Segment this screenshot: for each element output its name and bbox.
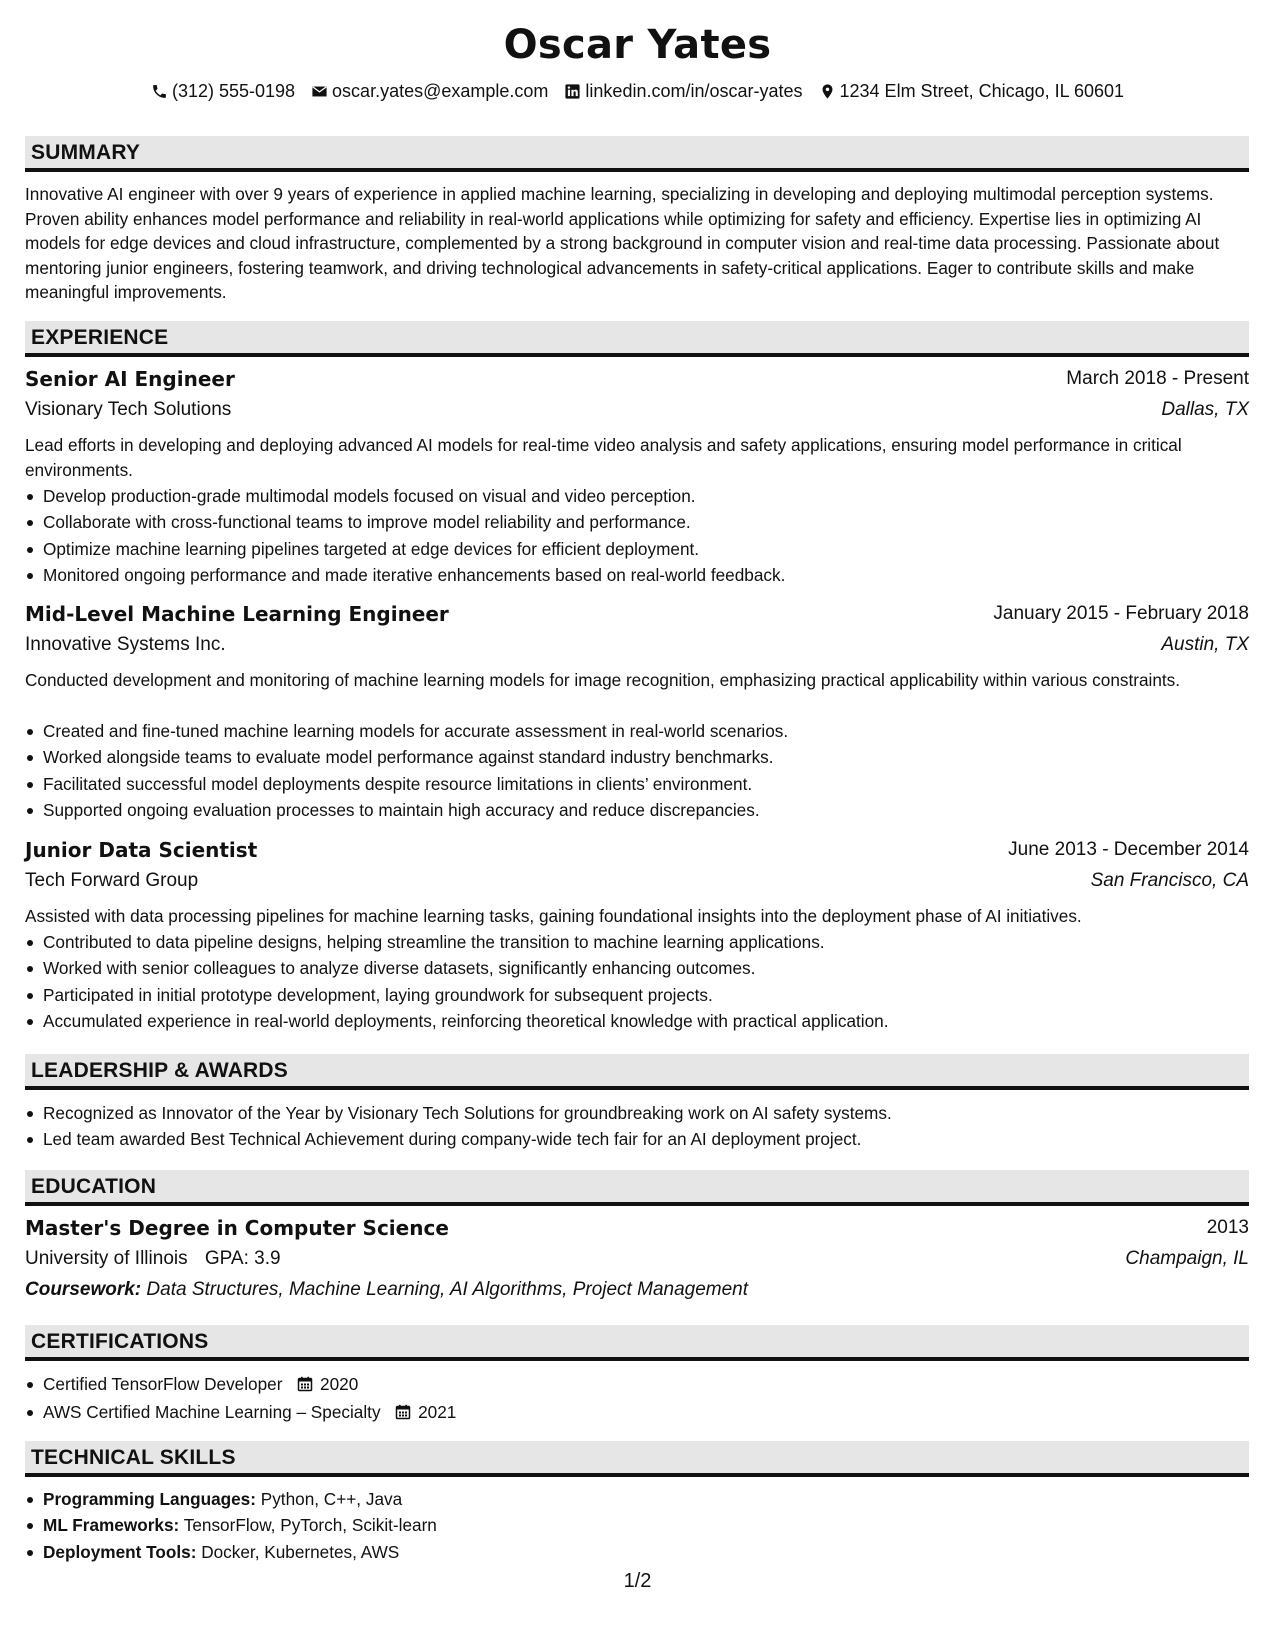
list-item: Monitored ongoing performance and made iterative enhancements based on real-world feedback. xyxy=(43,562,1267,588)
job-title: Mid-Level Machine Learning Engineer xyxy=(25,602,449,626)
linkedin-text: linkedin.com/in/oscar-yates xyxy=(585,81,803,101)
school-line xyxy=(25,1248,281,1270)
list-item xyxy=(43,1486,1267,1512)
list-item: Created and fine-tuned machine learning models for accurate assessment in real-world scenarios. xyxy=(43,718,1267,744)
leadership-bullets xyxy=(25,1100,1267,1153)
gpa: GPA: 3.9 xyxy=(204,1248,281,1269)
list-item: Recognized as Innovator of the Year by Visionary Tech Solutions for groundbreaking work on AI safety systems. xyxy=(43,1100,1267,1126)
list-item: Contributed to data pipeline designs, helping streamline the transition to machine learning applications. xyxy=(43,929,1267,955)
certification-name: AWS Certified Machine Learning – Specialty xyxy=(43,1402,381,1423)
experience-section-header xyxy=(25,321,1249,357)
contact-address xyxy=(819,81,1125,102)
list-item xyxy=(43,1371,1267,1399)
candidate-name: Oscar Yates xyxy=(503,22,772,68)
envelope-icon xyxy=(311,83,328,100)
list-item: Facilitated successful model deployments despite resource limitations in clients’ environment. xyxy=(43,771,1267,797)
contact-bar xyxy=(0,81,1275,102)
list-item: Develop production-grade multimodal models focused on visual and video perception. xyxy=(43,483,1267,509)
list-item: Optimize machine learning pipelines targeted at edge devices for efficient deployment. xyxy=(43,536,1267,562)
skill-value: Python, C++, Java xyxy=(260,1489,403,1509)
contact-email[interactable] xyxy=(311,81,548,102)
job-dates: March 2018 - Present xyxy=(1066,368,1249,389)
phone-icon xyxy=(151,83,168,100)
list-item: Supported ongoing evaluation processes to maintain high accuracy and reduce discrepancies. xyxy=(43,797,1267,823)
school-location: Champaign, IL xyxy=(1125,1248,1249,1269)
job-description: Conducted development and monitoring of machine learning models for image recognition, emphasizing practical applicability within various constraints. xyxy=(25,670,1181,690)
skill-label: Programming Languages: xyxy=(43,1489,256,1509)
degree-title: Master's Degree in Computer Science xyxy=(25,1216,449,1240)
certification-year: 2021 xyxy=(418,1402,457,1423)
job-title: Senior AI Engineer xyxy=(25,367,235,391)
education-section-header xyxy=(25,1170,1249,1206)
phone-text: (312) 555-0198 xyxy=(171,81,296,101)
job-description: Assisted with data processing pipelines for machine learning tasks, gaining foundational insights into the deployment phase of AI initiatives. xyxy=(25,906,1082,926)
job-company: Innovative Systems Inc. xyxy=(25,634,226,655)
job-bullets xyxy=(25,718,1267,823)
list-item xyxy=(43,1539,1267,1565)
section-title: CERTIFICATIONS xyxy=(31,1330,209,1353)
graduation-year: 2013 xyxy=(1206,1217,1249,1238)
job-description: Lead efforts in developing and deploying advanced AI models for real-time video analysis and safety applications, ensuring model performance in critical environments. xyxy=(25,435,1182,480)
list-item: Collaborate with cross-functional teams to improve model reliability and performance. xyxy=(43,509,1267,535)
summary-section-header xyxy=(25,136,1249,172)
job-company: Tech Forward Group xyxy=(25,870,199,891)
section-title: EXPERIENCE xyxy=(31,326,169,349)
list-item xyxy=(43,1399,1267,1427)
skills-list xyxy=(25,1486,1267,1565)
summary-text: Innovative AI engineer with over 9 years of experience in applied machine learning, specializing in developing and deploying multimodal perception systems. Proven ability enhances model performance and reliability in real-world applications while optimizing for safety and efficiency. Expertise lies in optimizing AI models for edge devices and cloud infrastructure, complemented by a strong background in computer vision and real-time data processing. Passionate about mentoring junior engineers, fostering teamwork, and driving technological advancements in safety-critical applications. Eager to contribute skills and make meaningful improvements. xyxy=(25,184,1220,302)
calendar-icon xyxy=(395,1401,411,1427)
contact-phone xyxy=(151,81,295,102)
contact-linkedin[interactable] xyxy=(564,81,802,102)
job-location: Dallas, TX xyxy=(1161,399,1249,420)
job-bullets xyxy=(25,483,1267,588)
leadership-section-header xyxy=(25,1054,1249,1090)
list-item: Worked with senior colleagues to analyze diverse datasets, significantly enhancing outcomes. xyxy=(43,955,1267,981)
job-dates: June 2013 - December 2014 xyxy=(1008,839,1249,860)
page-number: 1/2 xyxy=(623,1570,652,1592)
list-item: Accumulated experience in real-world deployments, reinforcing theoretical knowledge with practical application. xyxy=(43,1008,1267,1034)
certifications-list xyxy=(25,1371,1267,1428)
map-pin-icon xyxy=(819,83,836,100)
linkedin-icon xyxy=(564,83,581,100)
section-title: SUMMARY xyxy=(31,141,141,164)
section-title: EDUCATION xyxy=(31,1175,157,1198)
skills-section-header xyxy=(25,1441,1249,1477)
certifications-section-header xyxy=(25,1325,1249,1361)
job-location: San Francisco, CA xyxy=(1090,870,1249,891)
list-item xyxy=(43,1512,1267,1538)
skill-label: ML Frameworks: xyxy=(43,1515,180,1536)
skill-value: Docker, Kubernetes, AWS xyxy=(201,1541,400,1562)
address-text: 1234 Elm Street, Chicago, IL 60601 xyxy=(839,81,1125,101)
job-dates: January 2015 - February 2018 xyxy=(993,603,1249,624)
job-company: Visionary Tech Solutions xyxy=(25,399,232,420)
calendar-icon xyxy=(297,1373,313,1399)
email-text: oscar.yates@example.com xyxy=(332,81,549,101)
skill-value: TensorFlow, PyTorch, Scikit-learn xyxy=(183,1515,437,1536)
coursework-list: Data Structures, Machine Learning, AI Algorithms, Project Management xyxy=(146,1279,749,1300)
coursework xyxy=(25,1279,748,1301)
skill-label: Deployment Tools: xyxy=(43,1541,197,1562)
list-item: Led team awarded Best Technical Achievement during company-wide tech fair for an AI deployment project. xyxy=(43,1126,1267,1152)
section-title: TECHNICAL SKILLS xyxy=(31,1446,236,1469)
list-item: Worked alongside teams to evaluate model performance against standard industry benchmarks. xyxy=(43,744,1267,770)
certification-name: Certified TensorFlow Developer xyxy=(43,1374,283,1394)
school-name: University of Illinois xyxy=(25,1248,188,1269)
job-location: Austin, TX xyxy=(1161,634,1249,655)
coursework-label: Coursework: xyxy=(25,1279,142,1300)
certification-year: 2020 xyxy=(320,1374,359,1394)
job-title: Junior Data Scientist xyxy=(25,838,258,862)
section-title: LEADERSHIP & AWARDS xyxy=(31,1059,288,1082)
list-item: Participated in initial prototype development, laying groundwork for subsequent projects. xyxy=(43,982,1267,1008)
job-bullets xyxy=(25,929,1267,1034)
